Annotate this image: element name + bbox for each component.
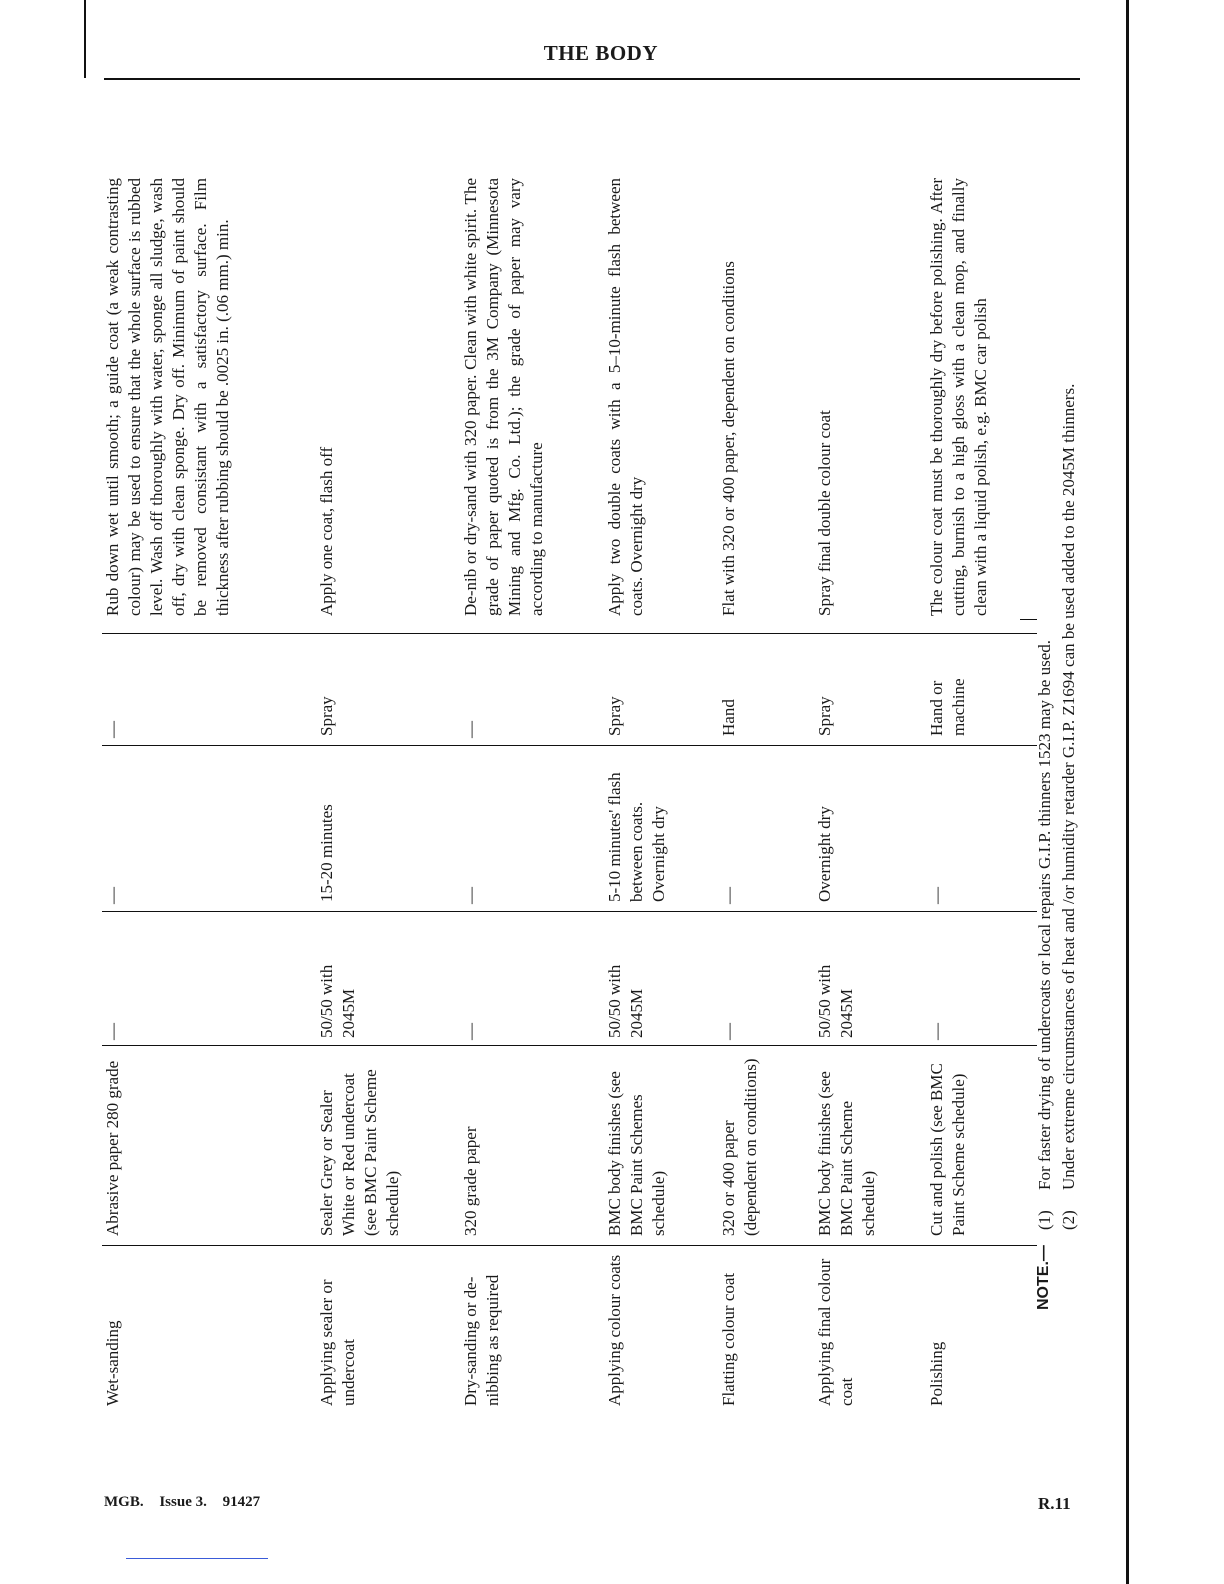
- page-title: THE BODY: [543, 41, 658, 65]
- drying-cell: Overnight dry: [815, 806, 834, 902]
- method-cell: —: [103, 721, 122, 738]
- thinning-cell: —: [103, 1023, 122, 1040]
- note-label: NOTE.—: [1035, 1245, 1052, 1310]
- drying-cell: —: [103, 887, 122, 904]
- note-text: For faster drying of undercoats or local repairs G.I.P. thinners 1523 may be used.: [1035, 639, 1054, 1190]
- remarks-cell: The colour coat must be thoroughly dry before polishing. After cutting, burnish to a high gloss with a clean mop, and finally clean with a liquid polish, e.g. BMC car polish: [927, 178, 991, 616]
- drying-cell: —: [719, 887, 738, 904]
- method-cell: Spray: [317, 696, 336, 736]
- footer-number: 91427: [222, 1494, 261, 1510]
- table-row: [718, 170, 814, 1410]
- material-cell: 320 grade paper: [461, 1126, 480, 1236]
- link-underline: [126, 1558, 268, 1559]
- notes: [1033, 270, 1081, 1310]
- footer-model: MGB.: [104, 1494, 144, 1510]
- column-separator: [102, 1045, 1037, 1046]
- material-cell: Sealer Grey or Sealer White or Red undercoat (see BMC Paint Scheme schedule): [317, 1069, 403, 1236]
- method-cell: Spray: [605, 696, 624, 736]
- header-rule: [104, 78, 1080, 80]
- material-cell: Cut and polish (see BMC Paint Scheme schedule): [927, 1063, 969, 1236]
- method-cell: Hand or machine: [927, 678, 969, 736]
- note-text: Under extreme circumstances of heat and /or humidity retarder G.I.P. Z1694 can be used added to the 2045M thinners.: [1058, 383, 1078, 1190]
- left-binding-line: [84, 0, 86, 78]
- table-row: [814, 170, 926, 1410]
- table-row: [316, 170, 460, 1410]
- thinning-cell: —: [719, 1023, 738, 1040]
- method-cell: Hand: [719, 699, 738, 736]
- thinning-cell: —: [461, 1023, 480, 1040]
- column-separator: [102, 745, 1037, 746]
- method-cell: —: [461, 721, 480, 738]
- thinning-cell: —: [927, 1023, 946, 1040]
- drying-cell: 15-20 minutes: [317, 804, 336, 902]
- material-cell: 320 or 400 paper (dependent on conditions): [719, 1058, 761, 1236]
- drying-cell: —: [461, 887, 480, 904]
- drying-cell: 5-10 minutes' flash between coats. Overnight dry: [605, 772, 669, 902]
- column-separator: [102, 633, 1037, 634]
- footer-issue: Issue 3.: [159, 1494, 207, 1510]
- remarks-cell: Rub down wet until smooth; a guide coat (a weak contrasting colour) may be used to ensure that the whole surface is rubbed level. Wash off thoroughly with water, sponge all sludge, wash off, dry with clean sponge. Dry off. Minimum of paint should be removed consistant with a satisfactory surface. Film thickness after rubbing should be .0025 in. (.06 mm.) min.: [103, 178, 233, 616]
- operation-cell: Applying colour coats: [605, 1254, 624, 1406]
- right-binding-line: [1126, 0, 1129, 1584]
- column-separator: [102, 911, 1037, 912]
- thinning-cell: 50/50 with 2045M: [605, 964, 647, 1038]
- note-number: (1): [1035, 1210, 1054, 1230]
- remarks-cell: Apply one coat, flash off: [317, 446, 336, 616]
- operation-cell: Applying final colour coat: [815, 1258, 857, 1406]
- operation-cell: Wet-sanding: [103, 1320, 122, 1406]
- remarks-cell: Apply two double coats with a 5–10-minute flash between coats. Overnight dry: [605, 178, 647, 616]
- remarks-cell: De-nib or dry-sand with 320 paper. Clean with white spirit. The grade of paper quoted is from the 3M Company (Minnesota Mining and Mfg. Co. Ltd.); the grade of paper may vary according to manufacture: [461, 178, 547, 616]
- remarks-cell: Flat with 320 or 400 paper, dependent on conditions: [719, 261, 738, 616]
- table-row: [604, 170, 718, 1410]
- table-row: [926, 170, 1038, 1410]
- material-cell: BMC body finishes (see BMC Paint Schemes schedule): [605, 1071, 669, 1236]
- note-item: [1057, 270, 1081, 1310]
- table-row: [102, 170, 316, 1410]
- remarks-cell: Spray final double colour coat: [815, 410, 834, 616]
- method-cell: Spray: [815, 696, 834, 736]
- material-cell: Abrasive paper 280 grade: [103, 1060, 122, 1236]
- paint-process-table: [102, 170, 1037, 1410]
- table-row: [460, 170, 604, 1410]
- operation-cell: Dry-sanding or de-nibbing as required: [461, 1274, 503, 1406]
- column-separator: [102, 1245, 1037, 1246]
- note-number: (2): [1058, 1210, 1078, 1230]
- operation-cell: Polishing: [927, 1341, 946, 1406]
- operation-cell: Flatting colour coat: [719, 1272, 738, 1406]
- note-item: [1033, 270, 1057, 1310]
- material-cell: BMC body finishes (see BMC Paint Scheme schedule): [815, 1071, 879, 1236]
- footer-reference: [104, 1494, 272, 1511]
- page-number: R.11: [1038, 1494, 1071, 1513]
- thinning-cell: 50/50 with 2045M: [815, 964, 857, 1038]
- operation-cell: Applying sealer or undercoat: [317, 1279, 359, 1406]
- thinning-cell: 50/50 with 2045M: [317, 964, 359, 1038]
- drying-cell: —: [927, 887, 946, 904]
